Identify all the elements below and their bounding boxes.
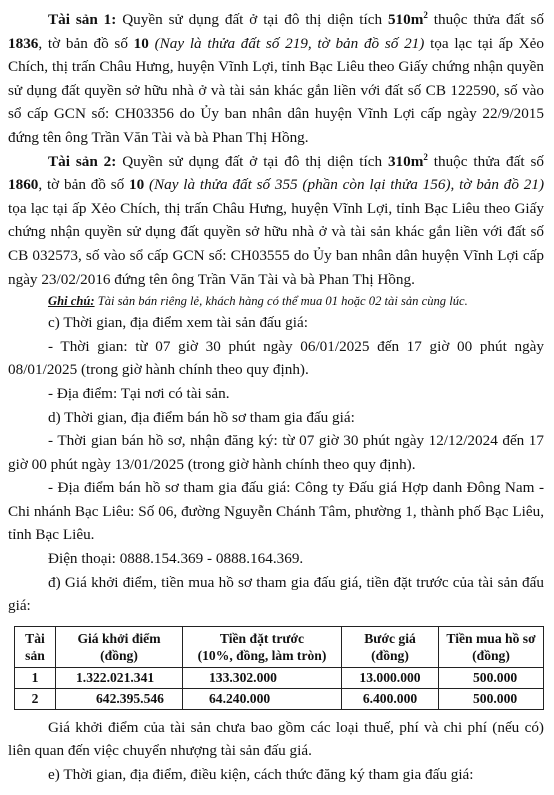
header-deposit: Tiền đặt trước (10%, đồng, làm tròn) [183, 626, 342, 667]
asset-2-area: $310m^2$ [387, 151, 428, 170]
header-dossier-fee: Tiền mua hồ sơ (đồng) [439, 626, 544, 667]
asset-2-paragraph: Tài sản 2: Quyền sử dụng đất ở tại đô thị diện tích $310m^2$ thuộc thửa đất số 1860, tờ bản đồ số 10 (Nay là thửa đất số 355 (phần còn lại thửa 156), tờ bản đồ 21) tọa lạc tại ấp Xẻo Chích, thị trấn Châu Hưng, huyện Vĩnh Lợi, tỉnh Bạc Liêu theo Giấy chứng nhận quyền sử dụng đất quyền sở hữu nhà ở và tài sản khác gắn liền với đất số CB 032573, số vào sổ cấp GCN số: CH03555 do Ủy ban nhân dân huyện Vĩnh Lợi cấp ngày 23/02/2016 đứng tên ông Trần Văn Tài và bà Phan Thị Hồng. [8, 151, 545, 288]
asset-1-note: (Nay là thửa đất số 219, tờ bản đồ số 21) [154, 34, 425, 52]
section-d-phone: Điện thoại: 0888.154.369 - 0888.164.369. [48, 550, 304, 568]
asset-2-label: Tài sản 2: [48, 152, 117, 170]
asset-1-paragraph: Tài sản 1: Quyền sử dụng đất ở tại đô thị diện tích $510m^2$ thuộc thửa đất số 1836, tờ bản đồ số 10 (Nay là thửa đất số 219, tờ bản đồ số 21) tọa lạc tại ấp Xẻo Chích, thị trấn Châu Hưng, huyện Vĩnh Lợi, tỉnh Bạc Liêu theo Giấy chứng nhận quyền sử dụng đất quyền sở hữu nhà ở và tài sản khác gắn liền với đất số CB 122590, số vào sổ cấp GCN số: CH03356 do Ủy ban nhân dân huyện Vĩnh Lợi cấp ngày 22/9/2015 đứng tên ông Trần Văn Tài và bà Phan Thị Hồng. [8, 9, 545, 146]
section-d-heading: d) Thời gian, địa điểm bán hồ sơ tham gia đấu giá: [48, 408, 355, 426]
table-header-row [15, 626, 544, 667]
table-row: 2 642.395.546 64.240.000 6.400.000 500.000 [15, 688, 544, 709]
note-paragraph [8, 291, 544, 311]
section-d-place: - Địa điểm bán hồ sơ tham gia đấu giá: Công ty Đấu giá Hợp danh Đông Nam - Chi nhánh Bạc Liêu: Số 06, đường Nguyễn Chánh Tâm, phường 1, thành phố Bạc Liêu, tỉnh Bạc Liêu. [8, 479, 544, 544]
header-starting-price: Giá khởi điểm (đồng) [56, 626, 183, 667]
note-text: Tài sản bán riêng lẻ, khách hàng có thể mua 01 hoặc 02 tài sản cùng lúc. [94, 294, 468, 309]
asset-2-note: (Nay là thửa đất số 355 (phần còn lại thửa 156), tờ bản đồ 21) [148, 176, 545, 194]
header-price-step: Bước giá (đồng) [342, 626, 439, 667]
header-asset: Tài sản [15, 626, 56, 667]
auction-price-table [14, 626, 544, 710]
after-table-note: Giá khởi điểm của tài sản chưa bao gồm các loại thuế, phí và chi phí (nếu có) liên quan đến việc chuyển nhượng tài sản đấu giá. [8, 718, 544, 760]
section-e-heading: e) Thời gian, địa điểm, điều kiện, cách thức đăng ký tham gia đấu giá: [48, 766, 474, 784]
section-c-place: - Địa điểm: Tại nơi có tài sản. [48, 384, 230, 402]
table-row: 1 1.322.021.341 133.302.000 13.000.000 500.000 [15, 667, 544, 688]
note-label: Ghi chú: [48, 294, 95, 309]
section-d-time: - Thời gian bán hồ sơ, nhận đăng ký: từ 07 giờ 30 phút ngày 12/12/2024 đến 17 giờ 00 phút ngày 13/01/2025 (trong giờ hành chính theo quy định). [8, 432, 544, 473]
asset-1-area: $510m^2$ [387, 9, 428, 28]
asset-1-label: Tài sản 1: [48, 11, 117, 28]
section-c-heading: c) Thời gian, địa điểm xem tài sản đấu giá: [48, 314, 308, 332]
section-c-time: - Thời gian: từ 07 giờ 30 phút ngày 06/01/2025 đến 17 giờ 00 phút ngày 08/01/2025 (trong giờ hành chính theo quy định). [8, 337, 544, 379]
section-dd-heading: đ) Giá khởi điểm, tiền mua hồ sơ tham gia đấu giá, tiền đặt trước của tài sản đấu giá: [8, 573, 544, 615]
